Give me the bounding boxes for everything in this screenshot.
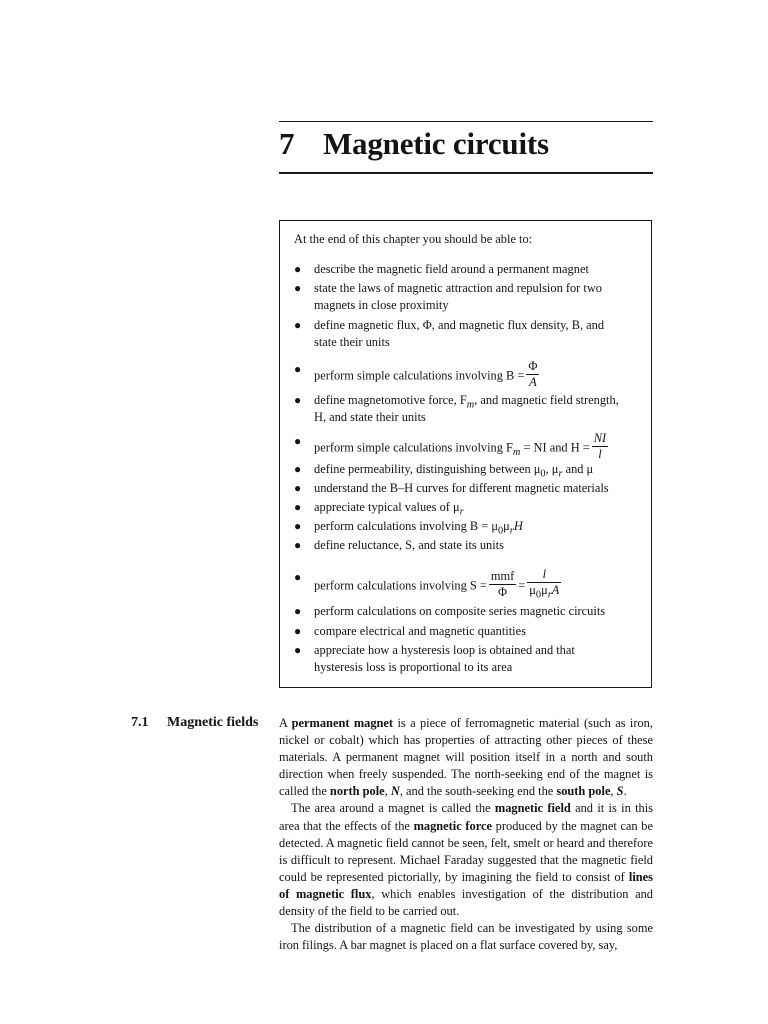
chapter-bottom-rule bbox=[279, 172, 653, 174]
bullet-icon: ● bbox=[294, 643, 302, 657]
bullet-icon: ● bbox=[294, 393, 302, 407]
bullet-icon: ● bbox=[294, 604, 302, 618]
section-number: 7.1 bbox=[131, 715, 149, 730]
bullet-icon: ● bbox=[294, 262, 302, 276]
chapter-title bbox=[279, 124, 549, 164]
bullet-icon: ● bbox=[294, 570, 302, 584]
chapter-number: 7 bbox=[279, 126, 295, 161]
section-heading bbox=[131, 714, 258, 732]
bullet-icon: ● bbox=[294, 500, 302, 514]
bullet-icon: ● bbox=[294, 481, 302, 495]
bullet-icon: ● bbox=[294, 624, 302, 638]
paragraph: The area around a magnet is called the magnetic field and it is in this area that the effects of the magnetic force produced by the magnet can be detected. A magnetic field cannot be seen, felt, smelt or heard and therefore is difficult to represent. Michael Faraday suggested that the magnetic field could be represented pictorially, by imagining the field to consist of lines of magnetic flux, which enables investigation of the distribution and density of the field to be carried out. bbox=[279, 801, 654, 919]
bullet-icon: ● bbox=[294, 462, 302, 476]
chapter-top-rule bbox=[279, 121, 653, 122]
fraction-phi-over-a: $\frac{\Phi}{A}$ bbox=[528, 359, 538, 389]
bullet-icon: ● bbox=[294, 281, 302, 295]
bullet-icon: ● bbox=[294, 538, 302, 552]
objectives-intro: At the end of this chapter you should be able to: bbox=[294, 232, 533, 246]
section-title: Magnetic fields bbox=[167, 715, 259, 730]
learning-objectives-box: At the end of this chapter you should be able to: ● describe the magnetic field around a permanent magnet ● state the laws of magnetic attraction and repulsion for two magnets in close proximity ● define magnetic flux, Φ, and magnetic flux density, B, and state their units ● perform simple calculations involving B = $\frac{\Phi}{A}$ ● define magnetomotive force, $F_m$, and magnetic field strength, H, and state their units ● perform simple calculations involving $F_m$ = NI and H = $\frac{NI}{l}$ ● define permeability, distinguishing between $\mu_0$, $\mu_r$ and μ ● understand the B–H curves for different magnetic materials ● appreciate typical values of $\mu_r$ ● perform calculations involving $B = \mu_0\mu_rH$ ● define reluctance, S, and state its units ● perform calculations involving S = $\frac{\text{mmf}}{\Phi}$ = $\frac{l}{\mu_0\mu_rA}$ ● perform calculations on composite series magnetic circuits ● compare electrical and magnetic quantities ● appreciate how a hysteresis loop is obtained and that hysteresis loss is proportional to its area bbox=[279, 220, 652, 688]
chapter-title-text: Magnetic circuits bbox=[323, 126, 549, 161]
section-body bbox=[279, 715, 653, 954]
fraction-l-over-mu-a: $\frac{l}{\mu_0\mu_rA}$ bbox=[529, 567, 560, 601]
fraction-ni-over-l: $\frac{NI}{l}$ bbox=[593, 431, 607, 461]
bullet-icon: ● bbox=[294, 519, 302, 533]
bullet-icon: ● bbox=[294, 434, 302, 448]
paragraph: A permanent magnet is a piece of ferromagnetic material (such as iron, nickel or cobalt) which has properties of attracting other pieces of these materials. A permanent magnet will position itself in a north and south direction when freely suspended. The north-seeking end of the magnet is called the north pole, N, and the south-seeking end the south pole, S. bbox=[279, 716, 653, 799]
bullet-icon: ● bbox=[294, 362, 302, 376]
bullet-icon: ● bbox=[294, 318, 302, 332]
fraction-mmf-over-phi: $\frac{\text{mmf}}{\Phi}$ bbox=[490, 569, 515, 600]
paragraph: The distribution of a magnetic field can be investigated by using some iron filings. A bar magnet is placed on a flat surface covered by, say, bbox=[279, 921, 653, 953]
